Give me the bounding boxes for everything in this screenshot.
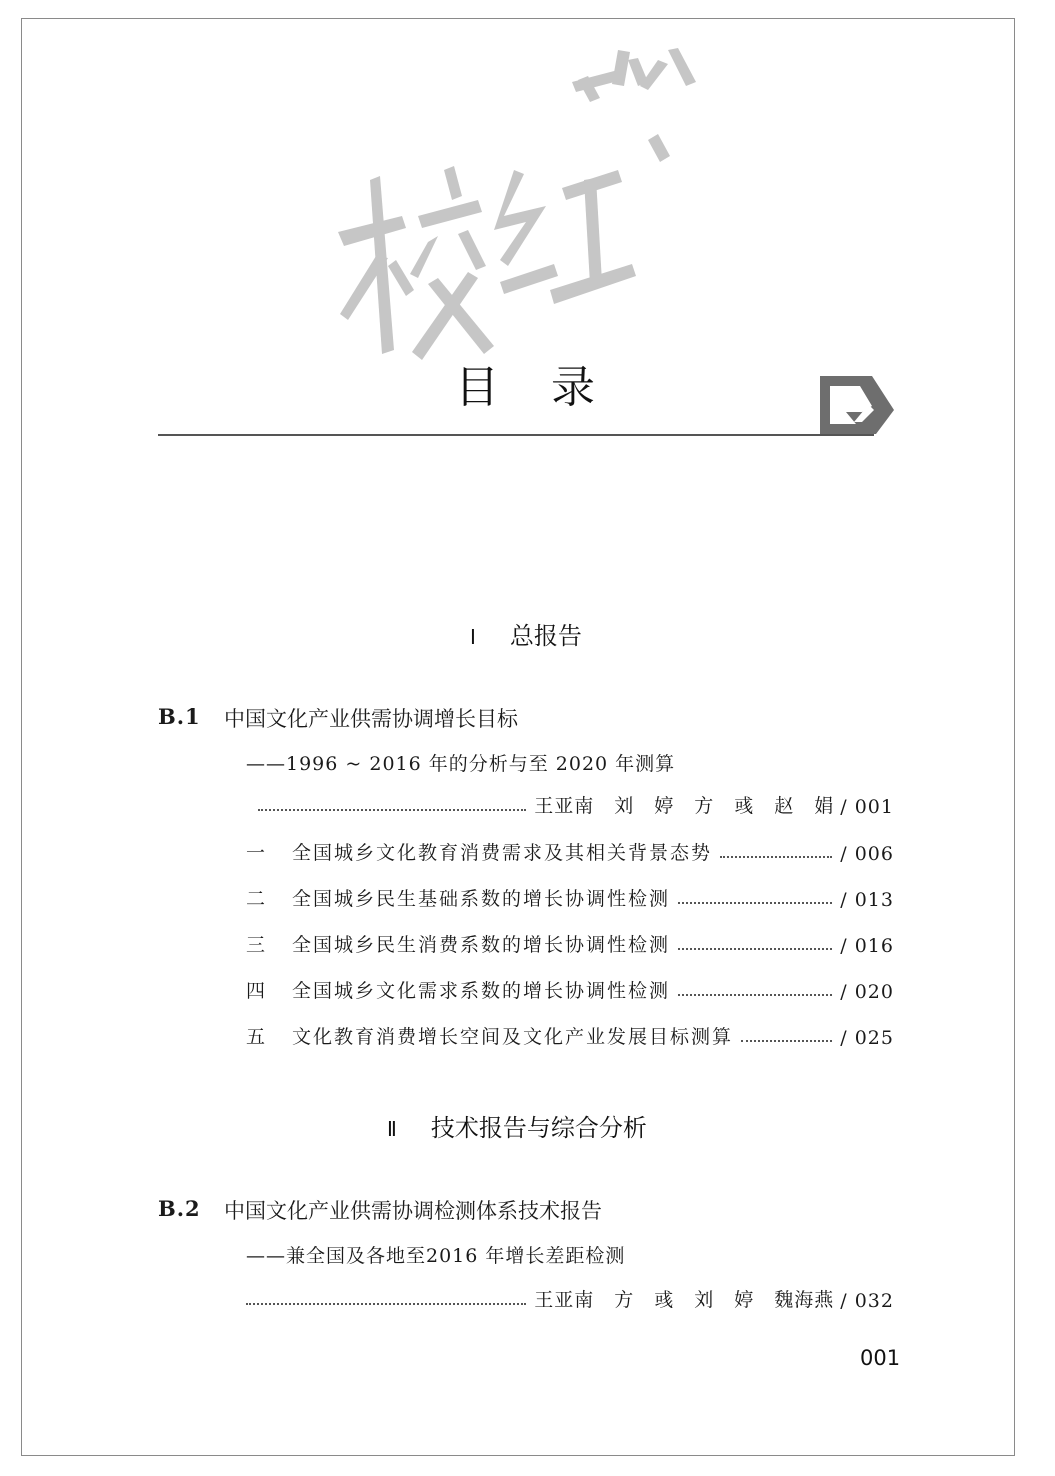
dot-leader: [741, 1040, 832, 1042]
section-index: 四: [246, 980, 266, 1002]
article-authors: 王亚南 方 彧 刘 婷 魏海燕: [534, 1289, 835, 1311]
dot-leader: [258, 809, 526, 811]
section-label: 全国城乡民生消费系数的增长协调性检测: [292, 934, 671, 956]
corner-arrow-icon: [816, 370, 898, 436]
page-ref: / 020: [840, 981, 894, 1003]
part-title: 总报告: [509, 622, 582, 650]
toc-section-row[interactable]: [246, 883, 894, 911]
section-label: 文化教育消费增长空间及文化产业发展目标测算: [292, 1026, 734, 1048]
part-number: Ⅰ: [470, 625, 476, 649]
dot-leader: [246, 1303, 526, 1305]
article-subtitle: ——兼全国及各地至2016 年增长差距检测: [246, 1245, 626, 1267]
section-index: 三: [246, 934, 266, 956]
section-label: 全国城乡文化需求系数的增长协调性检测: [292, 980, 671, 1002]
article-author-line[interactable]: [246, 1284, 894, 1312]
article-title[interactable]: 中国文化产业供需协调检测体系技术报告: [224, 1199, 602, 1223]
dot-leader: [720, 856, 832, 858]
article-author-line[interactable]: [258, 790, 894, 818]
section-label: 全国城乡民生基础系数的增长协调性检测: [292, 888, 671, 910]
page-ref: / 001: [840, 796, 894, 818]
page-ref: / 016: [840, 935, 894, 957]
dot-leader: [678, 902, 832, 904]
page-ref: / 013: [840, 889, 894, 911]
page-number: 001: [860, 1346, 901, 1370]
article-code: B.1: [158, 704, 201, 729]
page-title: 目录: [455, 362, 647, 413]
article-authors: 王亚南 刘 婷 方 彧 赵 娟: [534, 795, 835, 817]
article-code: B.2: [158, 1196, 201, 1221]
toc-section-row[interactable]: [246, 929, 894, 957]
part-number: Ⅱ: [387, 1117, 397, 1141]
section-label: 全国城乡文化教育消费需求及其相关背景态势: [292, 842, 713, 864]
article-title[interactable]: 中国文化产业供需协调增长目标: [224, 707, 518, 731]
part-heading-1: [470, 616, 582, 651]
toc-section-row[interactable]: [246, 1021, 894, 1049]
section-index: 二: [246, 888, 266, 910]
page-ref: / 006: [840, 843, 894, 865]
section-index: 五: [246, 1026, 266, 1048]
toc-section-row[interactable]: [246, 975, 894, 1003]
watermark-stamp: [318, 20, 718, 370]
title-rule: [158, 434, 874, 436]
article-subtitle: ——1996 ~ 2016 年的分析与至 2020 年测算: [246, 753, 676, 775]
section-index: 一: [246, 842, 266, 864]
part-title: 技术报告与综合分析: [430, 1114, 647, 1142]
page-ref: / 032: [840, 1290, 894, 1312]
part-heading-2: [387, 1108, 647, 1143]
toc-section-row[interactable]: [246, 837, 894, 865]
page-ref: / 025: [840, 1027, 894, 1049]
dot-leader: [678, 994, 832, 996]
dot-leader: [678, 948, 832, 950]
